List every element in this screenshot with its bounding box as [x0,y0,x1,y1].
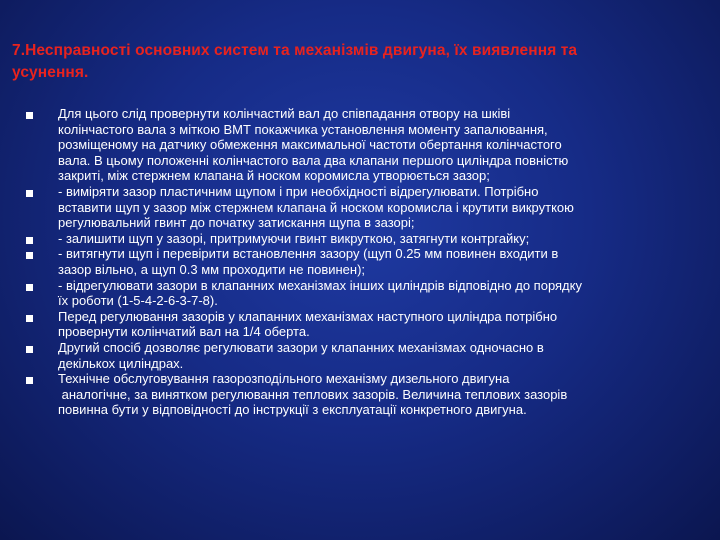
bullet-list [26,106,698,418]
bullet-text: Перед регулювання зазорів у клапанних механізмах наступного циліндра потрібно провернути колінчатий вал на 1/4 оберта. [58,308,558,340]
square-bullet-icon [26,377,33,384]
square-bullet-icon [26,112,33,119]
bullet-item-3 [26,231,698,247]
bullet-text: - витягнути щуп і перевірити встановлення зазору (щуп 0.25 мм повинен входити в зазор вільно, а щуп 0.3 мм проходити не повинен); [58,246,559,277]
bullet-item-8 [26,371,698,418]
square-bullet-icon [26,284,33,291]
bullet-item-4 [26,246,698,277]
square-bullet-icon [26,190,33,197]
square-bullet-icon [26,315,33,322]
square-bullet-icon [26,252,33,259]
bullet-item-1 [26,106,698,184]
bullet-item-2 [26,184,698,231]
bullet-text: Технічне обслуговування газорозподільного механізму дизельного двигуна аналогічне, за винятком регулювання теплових зазорів. Величина теплових зазорів повинна бути у відповідності до інструкції з експлуатації конкретного двигуна. [58,371,568,418]
bullet-text: - залишити щуп у зазорі, притримуючи гвинт викруткою, затягнути контргайку; [58,230,530,246]
slide-title: 7.Несправності основних систем та механізмів двигуна, їх виявлення та усунення. [12,42,578,81]
bullet-item-7 [26,340,698,371]
bullet-item-5 [26,278,698,309]
bullet-text: - виміряти зазор пластичним щупом і при необхідності відрегулювати. Потрібно вставити щуп у зазор між стержнем клапана й носком коромисла і крутити викруткою регулювальний гвинт до початку затискання щупа в зазорі; [58,183,574,231]
bullet-item-6 [26,309,698,340]
square-bullet-icon [26,346,33,353]
bullet-text: Для цього слід провернути колінчастий вал до співпадання отвору на шківі колінчастого вала з міткою ВМТ покажчика установлення моменту запалювання, розміщеному на датчику обмеження максимальної частоти обертання колінчастого вала. В цьому положенні колінчастого вала два клапани першого циліндра повністю закриті, між стержнем клапана й носком коромисла утворюється зазор; [58,106,569,184]
square-bullet-icon [26,237,33,244]
bullet-text: - відрегулювати зазори в клапанних механізмах інших циліндрів відповідно до порядку їх роботи (1-5-4-2-6-3-7-8). [58,277,582,309]
bullet-text: Другий спосіб дозволяє регулювати зазори у клапанних механізмах одночасно в декількох циліндрах. [58,339,544,371]
